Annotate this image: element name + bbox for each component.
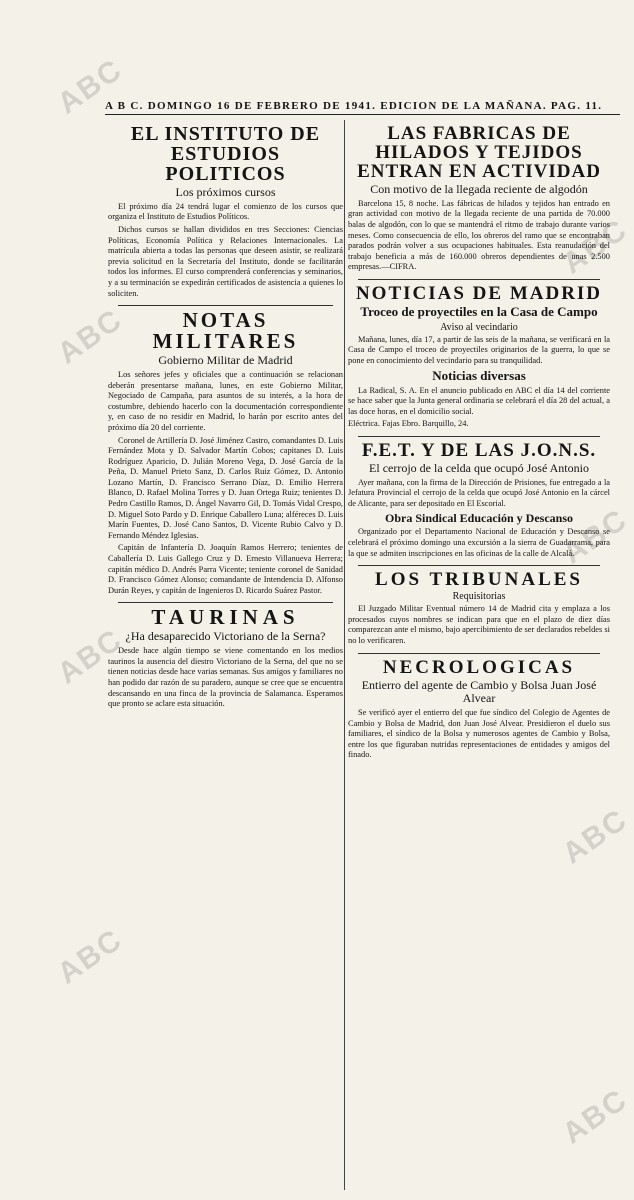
article-paragraph: Organizado por el Departamento Nacional de Educación y Descanso se celebrará el próximo domingo una excursión a la sierra de Guadarrama, para la que se admiten inscripciones en las oficinas de la calle de Alcalá. [348, 527, 610, 558]
article-noticias-madrid [348, 284, 610, 430]
article-subtitle: ¿Ha desaparecido Victoriano de la Serna? [125, 629, 326, 644]
column-divider [344, 120, 345, 1190]
article-paragraph: Los señores jefes y oficiales que a continuación se relacionan deberán presentarse mañana, lunes, en este Gobierno Militar, Negociado de Campaña, para asuntos de su interés, a la hora de costumbre, debiendo hacerlo con la documentación correspondiente y, en caso de no residir en Madrid, lo harán por escrito antes del próximo día 20 del corriente. [108, 369, 343, 432]
article-paragraph: Mañana, lunes, día 17, a partir de las seis de la mañana, se verificará en la Casa de Campo el troceo de proyectiles originarios de la guerra, lo que se pone en conocimiento del vecindario para su tranquilidad. [348, 334, 610, 366]
article-subheading: Obra Sindical Educación y Descanso [384, 510, 574, 525]
article-title: LOS TRIBUNALES [375, 569, 583, 591]
article-necrologicas [348, 658, 610, 762]
article-title: NOTICIAS DE MADRID [355, 282, 603, 304]
article-subtitle: Gobierno Militar de Madrid [158, 353, 293, 368]
article-paragraph: Dichos cursos se hallan divididos en tres Secciones: Ciencias Políticas, Economía Política y Relaciones Internacionales. La matrícula abierta a todas las personas que deseen asistir, se realizará previa solicitud en la Secretaría del Instituto, donde se facilitarán todos los informes. El curso comprenderá conferencias y seminarios, y a su terminación se expedirán certificados de asistencia a quienes lo soliciten. [108, 224, 343, 298]
separator [358, 653, 600, 654]
watermark: ABC [556, 1082, 634, 1151]
article-title: TAURINAS [151, 605, 300, 630]
article-paragraph: Ayer mañana, con la firma de la Dirección de Prisiones, fue entregado a la Jefatura Provincial el cerrojo de la celda que ocupó José Antonio en la cárcel de Alicante, para ser depositado en El Escorial. [348, 477, 610, 508]
article-paragraph: Coronel de Artillería D. José Jiménez Castro, comandantes D. Luis Fernández Mota y D. Salvador Martín Cobos; capitanes D. Luis Rodríguez Aparicio, D. Julián Moreno Vega, D. José García de la Peña, D. Manuel Prieto Sanz, D. Carlos Ruiz Gómez, D. Antonio Lozano Martín, D. Francisco Serrano Díaz, D. Emilio Herrera Blanco, D. Rafael Molina Torres y D. Juan Ortega Ruiz; tenientes D. Pedro Castillo Ramos, D. Ángel Navarro Gil, D. Tomás Vidal Crespo, D. Miguel Soto Pardo y D. Enrique Caballero Luna; alféreces D. Luis Marín Fuentes, D. José Cano Santos, D. Vicente Rubio Calvo y D. Fernando Méndez Iglesias. [108, 435, 343, 540]
article-title: NOTAS MILITARES [152, 308, 299, 354]
page-header: A B C. DOMINGO 16 DE FEBRERO DE 1941. EDICION DE LA MAÑANA. PAG. 11. [105, 100, 620, 115]
article-subtitle: Entierro del agente de Cambio y Bolsa Juan José Alvear [361, 677, 597, 706]
separator [118, 602, 333, 603]
article-subtitle: Los próximos cursos [175, 185, 276, 199]
article-notas-militares [108, 310, 343, 596]
article-instituto [108, 124, 343, 299]
article-taurinas [108, 607, 343, 709]
article-paragraph: La Radical, S. A. En el anuncio publicado en ABC el día 14 del corriente se hace saber que la Junta general ordinaria se celebrará el día 28 del actual, a las doce horas, en el domicilio social. [348, 385, 610, 416]
advertisement-line: Eléctrica. Fajas Ebro. Barquillo, 24. [348, 419, 469, 429]
article-subtitle: Troceo de proyectiles en la Casa de Campo [360, 303, 598, 319]
article-subheading: Aviso al vecindario [440, 321, 518, 333]
watermark: ABC [556, 802, 634, 871]
separator [358, 436, 600, 437]
left-column [108, 120, 343, 1190]
article-paragraph: Desde hace algún tiempo se viene comentando en los medios taurinos la ausencia del diestro Victoriano de la Serna, del que no se tienen noticias desde hace varias semanas. Sus amigos y familiares no han podido dar razón de su paradero, aunque se cree que se encuentra descansando en una finca de la provincia de Salamanca. Esperamos que pronto se aclare esta situación. [108, 646, 343, 709]
watermark: ABC [556, 212, 634, 281]
article-subtitle: El cerrojo de la celda que ocupó José Antonio [369, 460, 589, 475]
separator [358, 565, 600, 566]
article-paragraph: El Juzgado Militar Eventual número 14 de Madrid cita y emplaza a los procesados cuyos nombres se indican para que en el plazo de diez días comparezcan ante el mismo, bajo apercibimiento de ser declarados rebeldes si no lo verificaren. [348, 604, 610, 645]
article-subtitle: Requisitorias [452, 591, 506, 603]
right-column [348, 120, 610, 1190]
article-title: F.E.T. Y DE LAS J.O.N.S. [361, 439, 597, 461]
watermark: ABC [556, 502, 634, 571]
article-paragraph: Barcelona 15, 8 noche. Las fábricas de hilados y tejidos han entrado en gran actividad con motivo de la llegada reciente de una partida de 70.000 balas de algodón, con lo que se mantendrá el ritmo de trabajo durante varios meses. Como consecuencia de ello, los obreros del ramo que se encontraban parados podrán volver a sus ocupaciones habituales. Esta reanudación del trabajo beneficia a más de 160.000 obreros dependientes de unas 2.500 empresas.—CIFRA. [348, 198, 610, 272]
article-fabricas [348, 124, 610, 273]
watermark: ABC [51, 922, 129, 991]
separator [358, 279, 600, 280]
article-paragraph: El próximo día 24 tendrá lugar el comienzo de los cursos que organiza el Instituto de Estudios Políticos. [108, 201, 343, 222]
article-subtitle: Con motivo de la llegada reciente de algodón [370, 182, 588, 196]
watermark: ABC [51, 52, 129, 121]
article-tribunales [348, 570, 610, 646]
article-title: EL INSTITUTO DE ESTUDIOS POLITICOS [130, 123, 321, 185]
article-paragraph: Capitán de Infantería D. Joaquín Ramos Herrero; tenientes de Caballería D. Luis Gallego Cruz y D. Ernesto Villanueva Herrera; capitán médico D. Andrés Parra Vicente; teniente coronel de Sanidad D. Francisco Gómez Alonso; comandante de Intendencia D. Alfonso Durán Reyes, y capitán de Ingenieros D. Ricardo Suárez Pastor. [108, 543, 343, 595]
watermark: ABC [51, 302, 129, 371]
watermark: ABC [51, 622, 129, 691]
article-title: LAS FABRICAS DE HILADOS Y TEJIDOS ENTRAN EN ACTIVIDAD [357, 123, 601, 182]
article-subheading: Noticias diversas [432, 367, 526, 383]
article-paragraph: Se verificó ayer el entierro del que fue síndico del Colegio de Agentes de Cambio y Bolsa de Madrid, don Juan José Alvear. Presidieron el duelo sus familiares, el síndico de la Bolsa y numerosos agentes de Cambio y Bolsa, entre los que figuraban nutridas representaciones de entidades y amigos del finado. [348, 708, 610, 760]
article-fet-jons [348, 441, 610, 559]
separator [118, 305, 333, 306]
article-title: NECROLOGICAS [382, 656, 576, 678]
